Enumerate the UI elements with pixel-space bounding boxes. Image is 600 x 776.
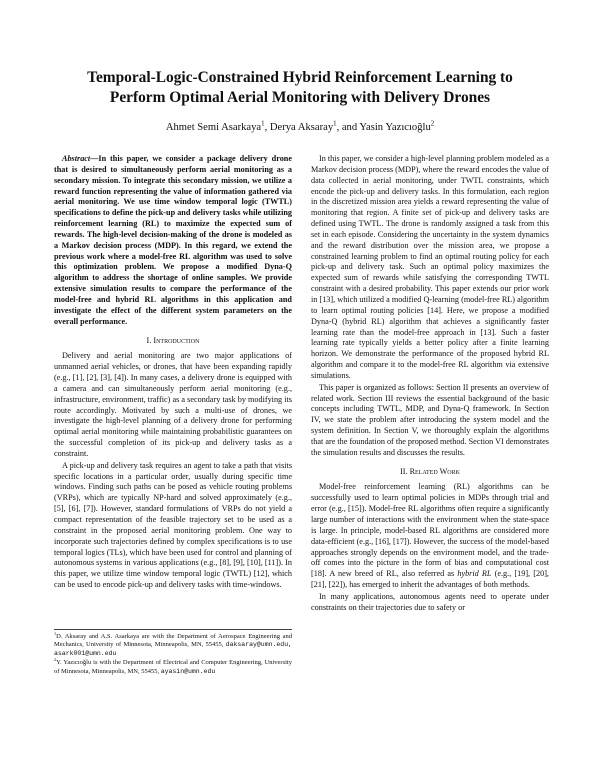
related-paragraph-2: In many applications, autonomous agents need to operate under constraints on their trajectories due to safety or [311, 591, 549, 612]
footnotes [54, 629, 292, 677]
author-name: Ahmet Semi Asarkaya [165, 122, 262, 133]
author-list [40, 122, 560, 133]
abstract-label: Abstract [62, 154, 91, 163]
affiliation-marker: 1 [333, 120, 337, 128]
footnote-1: $^1$D. Aksaray and A.S. Asarkaya are with the Department of Aerospace Engineering and Mechanics, University of Minnesota, Minneapolis, MN, 55455, daksaray@umn.edu, asark001@umn.edu [54, 630, 292, 657]
paper-title [40, 68, 560, 108]
abstract-text: —In this paper, we consider a package delivery drone that is desired to simultaneously perform aerial monitoring as a secondary mission. To integrate this secondary mission, we utilize a reward function representing the value of information gathered via aerial monitoring. We use time window temporal logic (TWTL) specifications to define the pick-up and delivery tasks while utilizing reinforcement learning (RL) to maximize the expected sum of rewards. The high-level decision-making of the drone is modeled as a Markov decision process (MDP). In this regard, we extend the previous work where a model-free RL algorithm was used to solve this optimization problem. We propose a modified Dyna-Q algorithm to address the shortage of online samples. We provide extensive simulation results to compare the performance of the model-free and hybrid RL algorithms in this application and investigate the effect of the different system parameters on the overall performance. [54, 154, 292, 326]
left-column [54, 154, 292, 591]
right-column [311, 154, 549, 614]
title-line-2: Perform Optimal Aerial Monitoring with Delivery Drones [109, 89, 491, 106]
related-paragraph-1: Model-free reinforcement learning (RL) algorithms can be successfully used to learn optimal policies in MDPs through trial and error (e.g., [15]). Model-free RL algorithms often require a significantly large number of interactions with the environment when the state-space is large. In principle, model-based RL algorithms are considered more data-efficient (e.g., [16], [17]). However, the success of the model-based approaches strongly depends on the environment model, and the trade-off comes into the picture in the form of bias and computational cost [18]. A new breed of RL, also referred as hybrid RL (e.g., [19], [20], [21], [22]), has emerged to inherit the advantages of both methods. [311, 482, 549, 590]
footnote-email: daksaray@umn.edu, asark001@umn.edu [54, 641, 292, 657]
footnote-email: ayasin@umn.edu [160, 667, 216, 675]
intro-paragraph-2: A pick-up and delivery task requires an agent to take a path that visits specific locations in a particular order, usually during specific time windows. Finding such paths can be posed as vehicle routing problems (VRPs), which are typically NP-hard and solved approximately (e.g., [5], [6], [7]). However, standard formulations of VRPs do not yield a compact representation of the feasible trajectory set to be used as a constraint in the proposed aerial monitoring problem. One way to incorporate such trajectories defined by complex specifications is to use temporal logics (TLs), which have been used for control and planning of autonomous systems in various applications (e.g., [8], [9], [10], [11]). In this paper, we utilize time window temporal logic (TWTL) [12], which can be used to encode pick-up and delivery tasks with time-windows. [54, 460, 292, 590]
affiliation-marker: 2 [430, 120, 435, 128]
section-heading-related-work: II. Related Work [400, 466, 460, 476]
affiliation-marker: 1 [261, 120, 265, 128]
abstract [54, 154, 292, 328]
title-line-1: Temporal-Logic-Constrained Hybrid Reinforcement Learning to [87, 69, 513, 86]
intro-paragraph-3: In this paper, we consider a high-level planning problem modeled as a Markov decision process (MDP), where the reward encodes the value of data collected in aerial monitoring, under TWTL constraints, which encode the pick-up and delivery tasks. In this formulation, each region in the discretized mission area yields a reward representing the value of monitoring that region. A finite set of pick-up and delivery tasks are defined using TWTL. The drone is randomly assigned a task from this set in each episode. Considering the uncertainty in the system dynamics and the reward distribution over the mission area, we propose a constrained learning problem to find an optimal routing policy for each pick-up and delivery task. Such an optimal policy maximizes the expected sum of rewards while satisfying the corresponding TWTL constraint with a desired probability. This paper extends our prior work in [13], which utilized a modified Q-learning (model-free RL) algorithm to learn optimal routing policies [14]. Here, we propose a modified Dyna-Q (hybrid RL) algorithm that achieves a significantly faster learning rate than the model-free approach in [13]. Such a faster learning rate typically yields a better policy after a finite learning horizon. We demonstrate the performance of the proposed hybrid RL algorithm and compare it to the model-free RL algorithm via extensive simulations. [311, 154, 549, 380]
intro-paragraph-4: This paper is organized as follows: Section II presents an overview of related work. Section III reviews the essential background of the basic concepts including TWTL, MDP, and Dyna-Q framework. In Section IV, we state the problem after introducing the system model and the system definition. In Section V, we thoroughly explain the algorithms that are the foundation of the proposed method. Section VI demonstrates the simulation results and discusses the results. [311, 382, 549, 457]
author-separator: , [264, 122, 270, 133]
author-name: Derya Aksaray [269, 122, 334, 133]
author-separator: , and [336, 122, 360, 133]
intro-paragraph-1: Delivery and aerial monitoring are two major applications of unmanned aerial vehicles, or drones, that have been expanding rapidly (e.g., [1], [2], [3], [4]). In many cases, a delivery drone is equipped with a camera and can simultaneously perform aerial monitoring (e.g., infrastructure, environment, traffic) as a secondary task by modifying its route accordingly. Motivated by such a multi-use of drones, we investigate the high-level planning of a delivery drone for performing optimal aerial monitoring while maintaining probabilistic guarantees on the successful completion of its pick-up and delivery tasks as a constraint. [54, 351, 292, 458]
section-heading-introduction: I. Introduction [146, 335, 200, 345]
author-name: Yasin Yazıcıoğlu [359, 122, 431, 133]
emphasis: hybrid RL [457, 569, 492, 579]
footnote-2: $^2$Y. Yazıcıoğlu is with the Department of Electrical and Computer Engineering, University of Minnesota, Minneapolis, MN, 55455, ayasin@umn.edu [54, 657, 292, 675]
